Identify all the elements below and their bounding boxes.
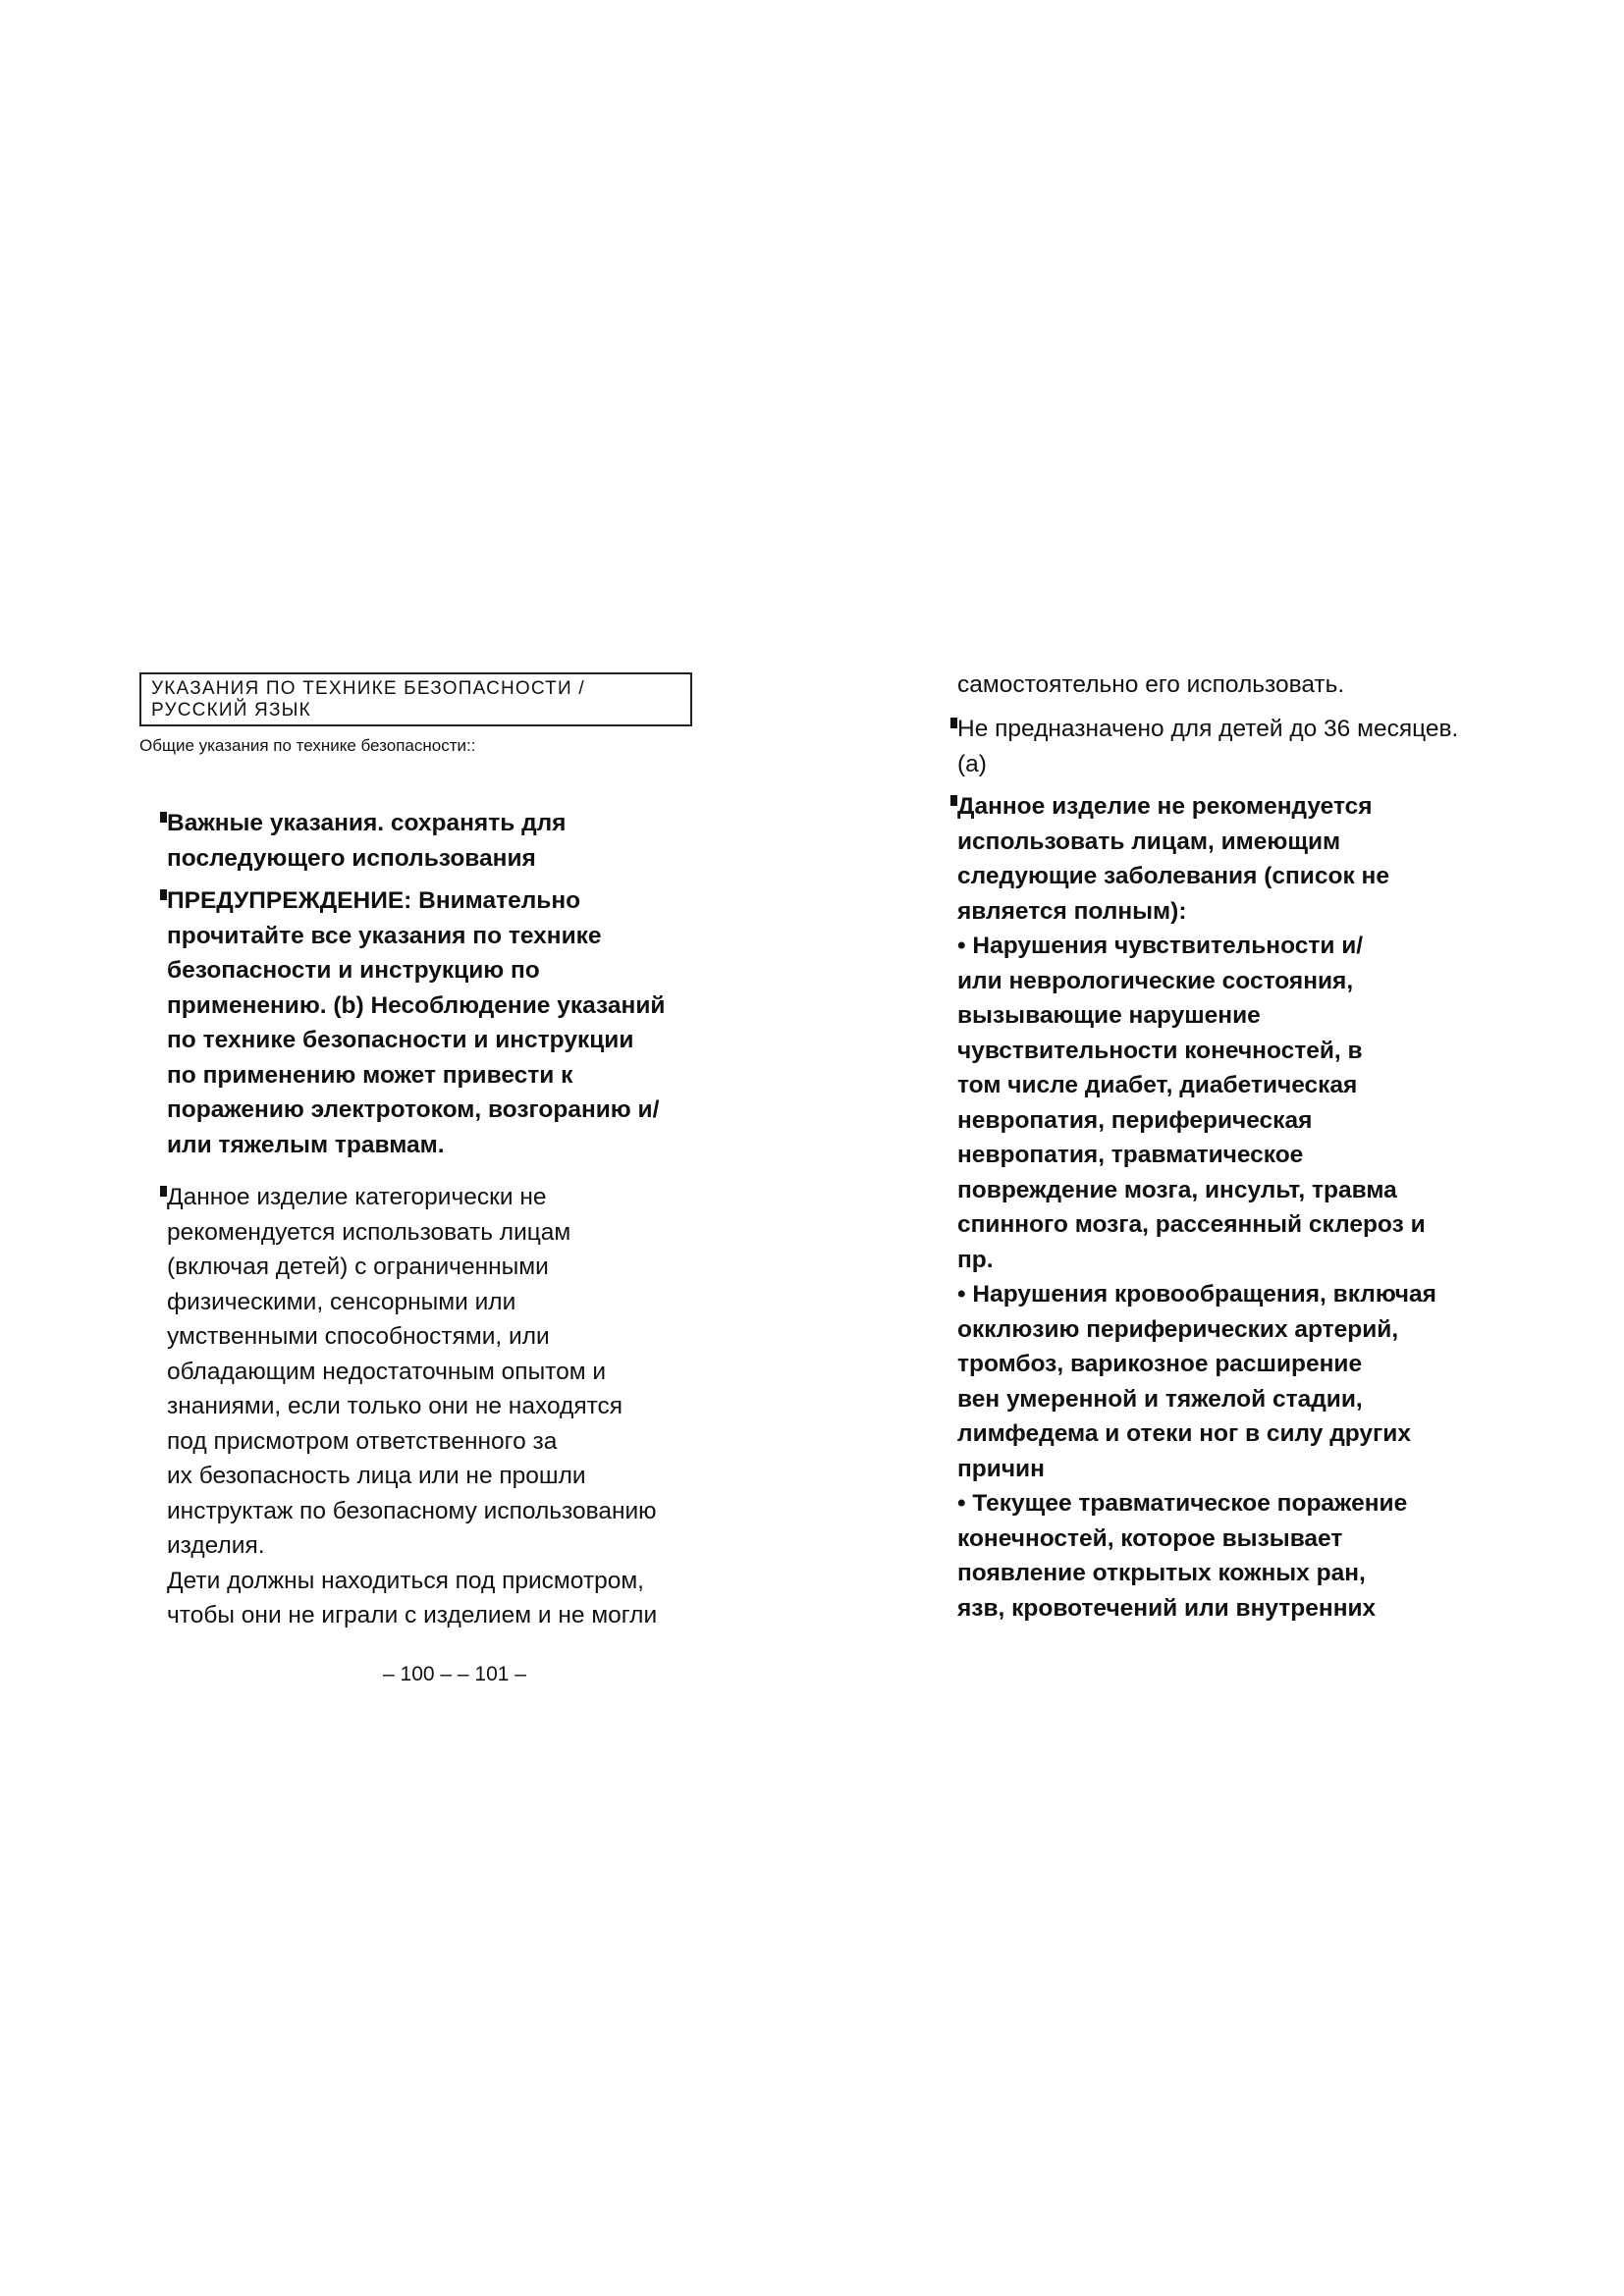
text-line: том числе диабет, диабетическая (957, 1072, 1358, 1098)
medical-conditions-notice (957, 789, 1436, 1626)
text-line: окклюзию периферических артерий, (957, 1315, 1399, 1343)
text-line: спинного мозга, рассеянный склероз и (957, 1211, 1426, 1238)
text-line: является полным): (957, 897, 1187, 925)
general-safety-subheading: Общие указания по технике безопасности:: (139, 736, 476, 755)
page-numbers: – 100 – – 101 – (383, 1663, 526, 1685)
text-line: вен умеренной и тяжелой стадии, (957, 1385, 1363, 1413)
text-line: (включая детей) с ограниченными (167, 1254, 549, 1280)
text-line: • Текущее травматическое поражение (957, 1490, 1408, 1517)
text-line: самостоятельно его использовать. (957, 671, 1345, 698)
text-line: по применению может привести к (167, 1061, 573, 1089)
text-line: изделия. (167, 1532, 265, 1559)
text-line: (a) (957, 750, 987, 777)
bullet-marker-icon (160, 1186, 167, 1197)
bullet-marker-icon (160, 812, 167, 823)
text-line: Важные указания. сохранять для (167, 810, 567, 836)
text-line: последующего использования (167, 844, 536, 872)
text-line: или тяжелым травмам. (167, 1131, 445, 1158)
text-line: пр. (957, 1246, 994, 1273)
bullet-marker-icon (160, 889, 167, 900)
text-line: использовать лицам, имеющим (957, 828, 1341, 855)
text-line: невропатия, травматическое (957, 1142, 1304, 1168)
text-line: появление открытых кожных ран, (957, 1560, 1366, 1586)
text-line: ПРЕДУПРЕЖДЕНИЕ: Внимательно (167, 887, 581, 914)
section-title-line-1: УКАЗАНИЯ ПО ТЕХНИКЕ БЕЗОПАСНОСТИ / (151, 678, 585, 699)
text-line: рекомендуется использовать лицам (167, 1218, 571, 1246)
text-line: Не предназначено для детей до 36 месяцев. (957, 716, 1459, 742)
text-line: поражению электротоком, возгоранию и/ (167, 1096, 660, 1123)
text-line: повреждение мозга, инсульт, травма (957, 1176, 1397, 1203)
text-line: знаниями, если только они не находятся (167, 1393, 623, 1419)
text-line: Данное изделие не рекомендуется (957, 793, 1373, 820)
section-title-box (139, 672, 692, 726)
text-line: конечностей, которое вызывает (957, 1524, 1343, 1552)
text-line: применению. (b) Несоблюдение указаний (167, 991, 666, 1019)
bullet-marker-icon (950, 795, 957, 806)
text-line: инструктаж по безопасному использованию (167, 1497, 657, 1524)
text-line: чтобы они не играли с изделием и не могли (167, 1602, 658, 1629)
text-line: безопасности и инструкцию по (167, 957, 540, 984)
text-line: тромбоз, варикозное расширение (957, 1351, 1363, 1377)
text-line: лимфедема и отеки ног в силу других (957, 1420, 1411, 1447)
text-line: прочитайте все указания по технике (167, 922, 602, 949)
text-line: • Нарушения чувствительности и/ (957, 933, 1364, 959)
text-line: язв, кровотечений или внутренних (957, 1594, 1377, 1622)
text-line: их безопасность лица или не прошли (167, 1463, 586, 1489)
text-line: невропатия, периферическая (957, 1106, 1313, 1134)
continuation-text (957, 667, 1344, 703)
text-line: по технике безопасности и инструкции (167, 1027, 634, 1053)
text-line: вызывающие нарушение (957, 1002, 1261, 1029)
restriction-notice (167, 1180, 657, 1633)
warning-notice (167, 883, 665, 1162)
section-title-line-2: РУССКИЙ ЯЗЫК (151, 700, 311, 721)
text-line: причин (957, 1455, 1045, 1482)
text-line: под присмотром ответственного за (167, 1427, 558, 1455)
text-line: или неврологические состояния, (957, 967, 1354, 994)
text-line: физическими, сенсорными или (167, 1288, 516, 1315)
text-line: Дети должны находиться под присмотром, (167, 1567, 644, 1594)
text-line: следующие заболевания (список не (957, 863, 1389, 889)
important-notice (167, 806, 566, 876)
text-line: Данное изделие категорически не (167, 1184, 547, 1210)
text-line: • Нарушения кровообращения, включая (957, 1281, 1436, 1308)
bullet-marker-icon (950, 718, 957, 728)
text-line: чувствительности конечностей, в (957, 1037, 1363, 1064)
children-age-notice (957, 712, 1458, 781)
text-line: умственными способностями, или (167, 1323, 550, 1350)
text-line: обладающим недостаточным опытом и (167, 1358, 607, 1385)
